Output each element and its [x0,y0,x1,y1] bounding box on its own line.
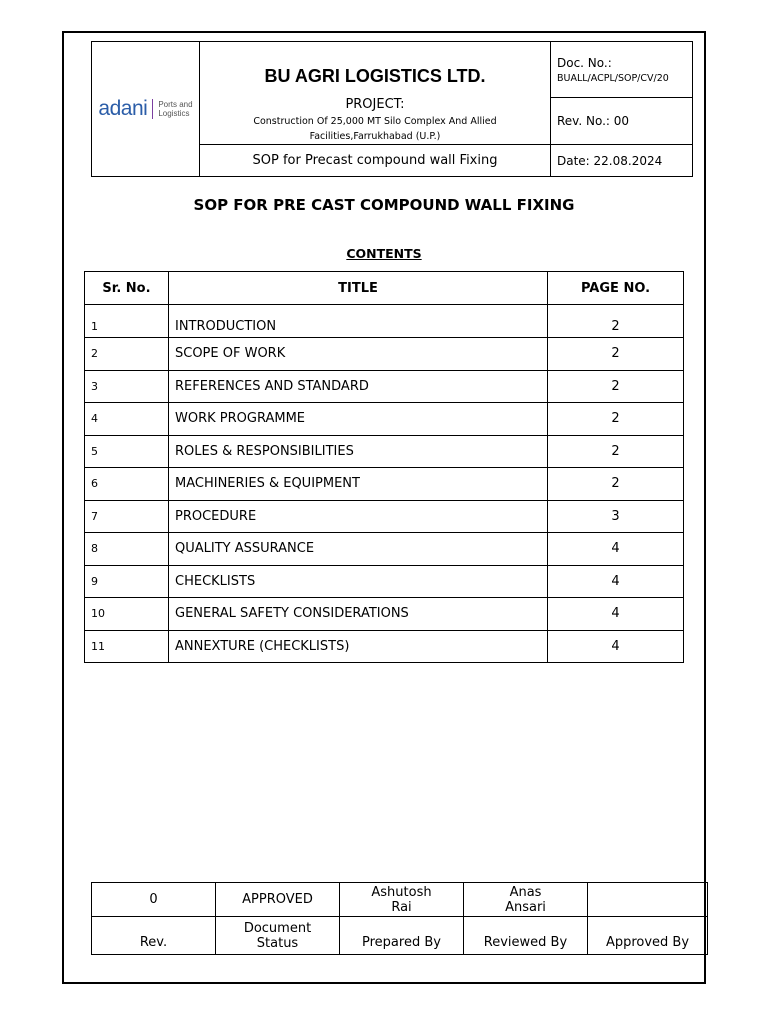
row-title: QUALITY ASSURANCE [169,533,548,566]
contents-table [84,271,684,663]
table-row [85,533,684,566]
logo-cell [92,42,200,177]
row-page: 2 [548,468,684,501]
project-desc-line1: Construction Of 25,000 MT Silo Complex And Allied [253,116,497,127]
row-sr: 9 [85,565,169,598]
status-label-line1: Document [243,920,312,936]
row-sr: 3 [85,370,169,403]
status-label [216,917,340,955]
rev-no-cell: Rev. No.: 00 [551,98,693,145]
table-row [85,370,684,403]
row-title: REFERENCES AND STANDARD [169,370,548,403]
row-page: 4 [548,598,684,631]
table-row [85,338,684,371]
status-value: APPROVED [216,883,340,917]
row-sr: 10 [85,598,169,631]
row-sr: 1 [85,305,169,338]
rev-value: 0 [92,883,216,917]
table-row [85,598,684,631]
rev-label: Rev. [92,917,216,955]
row-sr: 2 [85,338,169,371]
row-sr: 4 [85,403,169,436]
row-title: PROCEDURE [169,500,548,533]
row-page: 4 [548,565,684,598]
document-header [91,41,693,177]
table-row [85,500,684,533]
row-title: MACHINERIES & EQUIPMENT [169,468,548,501]
status-label-line2: Status [256,935,299,951]
doc-no-label: Doc. No.: [557,55,612,70]
table-row [85,565,684,598]
row-title: WORK PROGRAMME [169,403,548,436]
row-sr: 6 [85,468,169,501]
doc-no-cell [551,42,693,98]
row-title: INTRODUCTION [169,305,548,338]
prepared-by-label: Prepared By [340,917,464,955]
logo-tagline-line1: Ports and [158,100,193,109]
reviewed-by-line2: Ansari [505,899,546,915]
row-page: 2 [548,338,684,371]
table-row [85,435,684,468]
row-page: 4 [548,533,684,566]
col-header-title: TITLE [169,272,548,305]
company-project-cell [200,42,551,145]
table-row [85,630,684,663]
reviewed-by-line1: Anas [509,884,542,900]
row-page: 2 [548,403,684,436]
row-page: 3 [548,500,684,533]
col-header-page: PAGE NO. [548,272,684,305]
row-title: SCOPE OF WORK [169,338,548,371]
prepared-by-line1: Ashutosh [371,884,432,900]
signoff-table [91,882,708,955]
table-row [85,305,684,338]
row-title: CHECKLISTS [169,565,548,598]
signoff-values-row [92,883,708,917]
project-label: PROJECT: [345,97,405,112]
row-page: 2 [548,370,684,403]
logo-tagline [158,100,192,118]
logo-tagline-line2: Logistics [158,109,190,118]
row-sr: 11 [85,630,169,663]
table-row [85,468,684,501]
doc-no-value: BUALL/ACPL/SOP/CV/20 [557,72,669,84]
row-page: 2 [548,435,684,468]
logo-brand: adani [98,97,148,120]
prepared-by-line2: Rai [391,899,412,915]
adani-logo [98,97,192,121]
row-page: 2 [548,305,684,338]
reviewed-by-label: Reviewed By [464,917,588,955]
contents-heading: CONTENTS [346,246,422,261]
reviewed-by-value [464,883,588,917]
signoff-labels-row [92,917,708,955]
project-desc-line2: Facilities,Farrukhabad (U.P.) [309,131,441,142]
prepared-by-value [340,883,464,917]
row-title: ANNEXTURE (CHECKLISTS) [169,630,548,663]
company-name: BU AGRI LOGISTICS LTD. [264,66,486,86]
date-cell: Date: 22.08.2024 [551,145,693,177]
col-header-sr: Sr. No. [85,272,169,305]
row-page: 4 [548,630,684,663]
row-title: GENERAL SAFETY CONSIDERATIONS [169,598,548,631]
logo-divider [152,99,153,119]
row-sr: 8 [85,533,169,566]
row-title: ROLES & RESPONSIBILITIES [169,435,548,468]
table-row [85,403,684,436]
table-header-row [85,272,684,305]
sop-title: SOP for Precast compound wall Fixing [200,145,551,177]
project-description [200,114,550,144]
approved-by-label: Approved By [588,917,708,955]
main-title: SOP FOR PRE CAST COMPOUND WALL FIXING [193,196,575,214]
row-sr: 7 [85,500,169,533]
approved-by-value [588,883,708,917]
row-sr: 5 [85,435,169,468]
